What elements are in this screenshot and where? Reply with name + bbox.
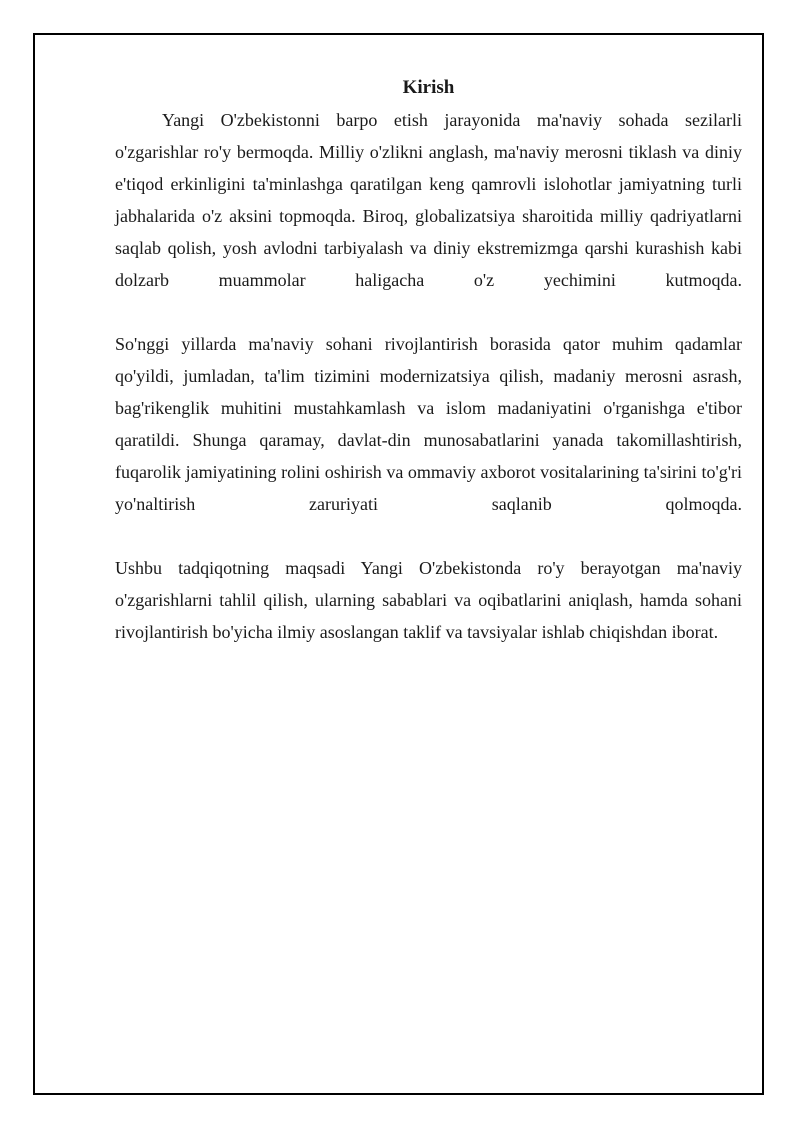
paragraph-recent-years: So'nggi yillarda ma'naviy sohani rivojlantirish borasida qator muhim qadamlar qo'yildi, jumladan, ta'lim tizimini modernizatsiya qilish, madaniy merosni asrash, bag'rikenglik muhitini mustahkamlash va islom madaniyatini o'rganishga e'tibor qaratildi. Shunga qaramay, davlat-din munosabatlarini yanada takomillashtirish, fuqarolik jamiyatining rolini oshirish va ommaviy axborot vositalarining ta'sirini to'g'ri yo'naltirish zaruriyati saqlanib qolmoqda. [115, 334, 742, 514]
paragraph-gap [115, 296, 742, 328]
paragraph-gap [115, 520, 742, 552]
paragraph-introduction: Yangi O'zbekistonni barpo etish jarayonida ma'naviy sohada sezilarli o'zgarishlar ro'y bermoqda. Milliy o'zlikni anglash, ma'naviy merosni tiklash va diniy e'tiqod erkinligini ta'minlashga qaratilgan keng qamrovli islohotlar jamiyatning turli jabhalarida o'z aksini topmoqda. Biroq, globalizatsiya sharoitida milliy qadriyatlarni saqlab qolish, yosh avlodni tarbiyalash va diniy ekstremizmga qarshi kurashish kabi dolzarb muammolar haligacha o'z yechimini kutmoqda. [115, 110, 742, 290]
document-body [115, 72, 742, 648]
paragraph-research-goal: Ushbu tadqiqotning maqsadi Yangi O'zbekistonda ro'y berayotgan ma'naviy o'zgarishlarni tahlil qilish, ularning sabablari va oqibatlarini aniqlash, hamda sohani rivojlantirish bo'yicha ilmiy asoslangan taklif va tavsiyalar ishlab chiqishdan iborat. [115, 558, 742, 642]
document-title: Kirish [402, 77, 455, 98]
